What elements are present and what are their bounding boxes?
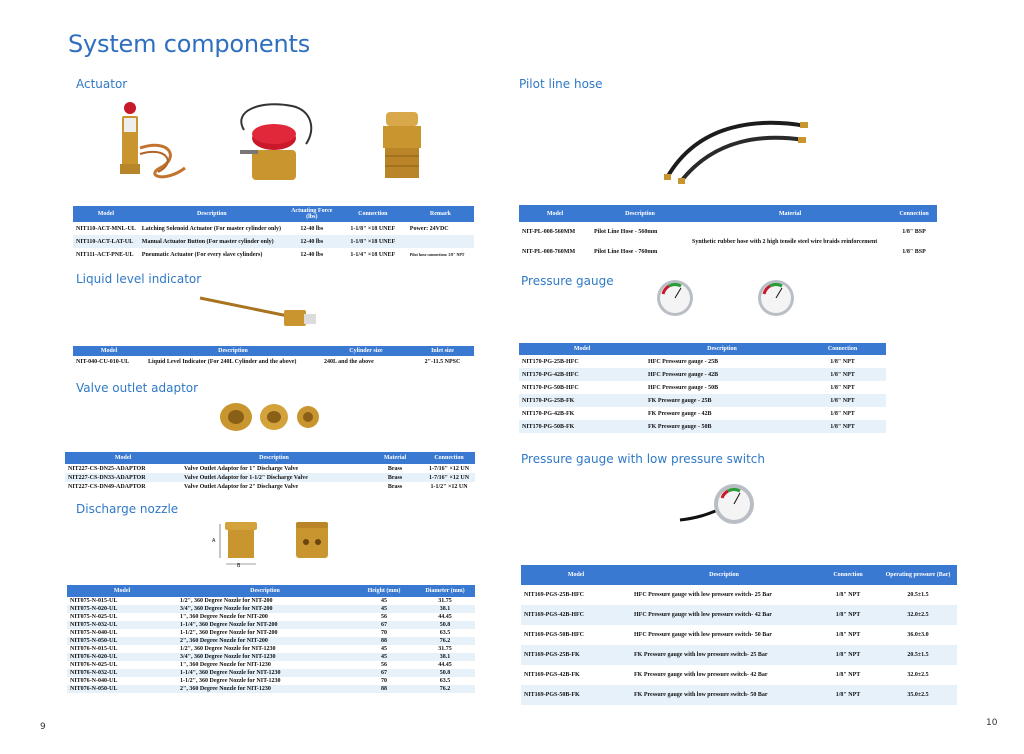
table-cell: 1-1/4", 360 Degree Nozzle for NIT-200 [177, 621, 353, 629]
table-cell: 67 [353, 621, 415, 629]
table-cell: NIT075-N-040-UL [67, 629, 177, 637]
table-cell: NIT169-PGS-25B-FK [521, 645, 631, 665]
table-header: Height (mm) [353, 585, 415, 597]
pilot-hose-section-title: Pilot line hose [519, 77, 603, 91]
table-cell: 38.1 [415, 653, 475, 661]
table-cell: 2", 360 Degree Nozzle for NIT-200 [177, 637, 353, 645]
table-cell: 1/8" NPT [817, 605, 879, 625]
liquid-level-indicator-image [198, 290, 328, 338]
table-row [519, 407, 886, 420]
discharge-nozzle-section-title: Discharge nozzle [76, 502, 179, 516]
table-row [521, 685, 957, 705]
dimension-a-label: A [212, 538, 216, 544]
table-header: Description [181, 452, 367, 464]
table-cell: 1/8" NPT [817, 585, 879, 605]
table-cell: Valve Outlet Adaptor for 1-1/2" Discharge Valve [181, 473, 367, 482]
liquid-level-table [73, 346, 474, 368]
table-cell: 88 [353, 685, 415, 693]
table-cell: NIT169-PGS-50B-HFC [521, 625, 631, 645]
manual-actuator-image [232, 100, 322, 190]
table-cell: 67 [353, 669, 415, 677]
table-cell: 1-7/16" ×12 UN [423, 464, 475, 473]
pressure-gauge-image-2 [756, 276, 796, 324]
table-cell: NIT075-N-020-UL [67, 605, 177, 613]
table-cell: 2"-11.5 NPSC [411, 356, 474, 368]
discharge-nozzle-table [67, 585, 475, 693]
solenoid-actuator-image [100, 98, 195, 193]
table-row [519, 355, 886, 368]
table-cell: HFC Pressure gauge with low pressure switch- 42 Bar [631, 605, 817, 625]
table-cell: FK Pressure gauge with low pressure switch- 25 Bar [631, 645, 817, 665]
table-cell: NIT227-CS-DN25-ADAPTOR [65, 464, 181, 473]
table-cell: Liquid Level Indicator (For 240L Cylinder and the above) [145, 356, 321, 368]
table-cell: 1/8" NPT [817, 665, 879, 685]
table-cell: NIT075-N-025-UL [67, 613, 177, 621]
table-cell: 31.75 [415, 645, 475, 653]
pressure-switch-gauge-image [678, 480, 758, 530]
table-cell: 12-40 lbs [285, 235, 339, 248]
table-cell: NIT170-PG-50B-HFC [519, 381, 645, 394]
table-cell: 76.2 [415, 637, 475, 645]
table-cell: 32.0±2.5 [879, 665, 957, 685]
table-cell: 1/2", 360 Degree Nozzle for NIT-200 [177, 597, 353, 605]
page-number-right: 10 [986, 718, 998, 728]
table-row [65, 473, 475, 482]
table-row [519, 394, 886, 407]
pressure-gauge-section-title: Pressure gauge [521, 274, 614, 288]
table-cell: 1/8" BSP [891, 222, 937, 242]
table-cell: 63.5 [415, 629, 475, 637]
table-cell: 44.45 [415, 613, 475, 621]
table-cell: 1-7/16" ×12 UN [423, 473, 475, 482]
table-row [521, 585, 957, 605]
table-cell: 45 [353, 653, 415, 661]
table-cell: 3/4", 360 Degree Nozzle for NIT-200 [177, 605, 353, 613]
table-cell: NIT-040-CU-010-UL [73, 356, 145, 368]
table-row [519, 368, 886, 381]
actuator-table [73, 206, 474, 261]
table-header: Model [519, 343, 645, 355]
table-cell: NIT075-N-050-UL [67, 637, 177, 645]
table-row [73, 248, 474, 261]
table-cell: 1/8" NPT [799, 420, 886, 433]
table-cell: 56 [353, 613, 415, 621]
pneumatic-actuator-image [378, 106, 428, 186]
table-cell: Brass [367, 473, 423, 482]
table-cell: NIT076-N-020-UL [67, 653, 177, 661]
table-header: Model [67, 585, 177, 597]
table-cell: 35.0±2.5 [879, 685, 957, 705]
table-cell: NIT075-N-032-UL [67, 621, 177, 629]
table-cell: 70 [353, 677, 415, 685]
table-cell: HFC Presssure gauge - 50B [645, 381, 799, 394]
table-cell: NIT-PL-008-760MM [519, 242, 591, 262]
table-row [519, 420, 886, 433]
pressure-switch-section-title: Pressure gauge with low pressure switch [521, 452, 765, 466]
table-cell: NIT170-PG-50B-FK [519, 420, 645, 433]
table-header: Description [645, 343, 799, 355]
table-cell: NIT227-CS-DN49-ADAPTOR [65, 482, 181, 491]
table-cell: NIT076-N-040-UL [67, 677, 177, 685]
actuator-section-title: Actuator [76, 77, 128, 91]
table-cell: 1/8" NPT [799, 407, 886, 420]
table-cell: 1/2", 360 Degree Nozzle for NIT-1230 [177, 645, 353, 653]
table-header: Model [73, 346, 145, 356]
table-cell: 32.0±2.5 [879, 605, 957, 625]
table-cell: 1-1/2" ×12 UN [423, 482, 475, 491]
table-header: Model [73, 206, 139, 222]
table-row [67, 613, 475, 621]
table-cell: Synthetic rubber hose with 2 high tensile steel wire braids reinforcement [689, 222, 891, 262]
table-cell: NIT169-PGS-50B-FK [521, 685, 631, 705]
table-cell: 20.5±1.5 [879, 585, 957, 605]
table-cell: Latching Solenoid Actuator (For master cylinder only) [139, 222, 285, 235]
table-cell: 1-1/2", 360 Degree Nozzle for NIT-1230 [177, 677, 353, 685]
table-cell: FK Pressure gauge - 42B [645, 407, 799, 420]
table-cell: 76.2 [415, 685, 475, 693]
table-cell: Manual Actuator Button (For master cylinder only) [139, 235, 285, 248]
table-cell: 240L and the above [321, 356, 411, 368]
table-cell: 1/8" NPT [799, 394, 886, 407]
table-cell: NIT169-PGS-42B-HFC [521, 605, 631, 625]
table-header: Description [177, 585, 353, 597]
table-cell: HFC Pressure gauge with low pressure switch- 25 Bar [631, 585, 817, 605]
dimension-b-label: B [237, 563, 241, 569]
table-header: Connection [891, 205, 937, 222]
table-cell: Brass [367, 482, 423, 491]
table-row [519, 381, 886, 394]
table-row [73, 222, 474, 235]
table-cell: 1", 360 Degree Nozzle for NIT-1230 [177, 661, 353, 669]
table-row [519, 222, 937, 242]
valve-outlet-adaptor-image [218, 400, 326, 434]
table-header: Inlet size [411, 346, 474, 356]
table-cell: 1/8" NPT [817, 685, 879, 705]
table-cell: Brass [367, 464, 423, 473]
table-cell: HFC Presssure gauge - 25B [645, 355, 799, 368]
pilot-hose-table [519, 205, 937, 262]
discharge-nozzle-image [208, 518, 348, 570]
table-cell: 56 [353, 661, 415, 669]
table-row [67, 685, 475, 693]
table-cell: Valve Outlet Adaptor for 1" Discharge Valve [181, 464, 367, 473]
table-header: Model [521, 565, 631, 585]
table-row [67, 645, 475, 653]
table-cell: 31.75 [415, 597, 475, 605]
table-cell: 45 [353, 605, 415, 613]
pressure-switch-table [521, 565, 957, 705]
table-header: Connection [799, 343, 886, 355]
table-cell: NIT169-PGS-25B-HFC [521, 585, 631, 605]
table-cell: 1/8" BSP [891, 242, 937, 262]
table-header: Diameter (mm) [415, 585, 475, 597]
table-row [67, 669, 475, 677]
table-cell: 1", 360 Degree Nozzle for NIT-200 [177, 613, 353, 621]
table-row [67, 621, 475, 629]
table-cell: NIT169-PGS-42B-FK [521, 665, 631, 685]
table-cell: 38.1 [415, 605, 475, 613]
table-cell: Pilot Line Hose - 760mm [591, 242, 689, 262]
table-cell: NIT110-ACT-LAT-UL [73, 235, 139, 248]
valve-outlet-section-title: Valve outlet adaptor [76, 381, 199, 395]
table-cell: NIT-PL-008-560MM [519, 222, 591, 242]
table-cell: 50.8 [415, 621, 475, 629]
table-header: Model [65, 452, 181, 464]
table-row [521, 625, 957, 645]
table-header: Remark [407, 206, 474, 222]
table-cell: 1/8" NPT [817, 625, 879, 645]
table-cell: NIT170-PG-25B-HFC [519, 355, 645, 368]
table-cell: 1/8" NPT [799, 368, 886, 381]
table-cell: FK Pressure gauge - 50B [645, 420, 799, 433]
table-row [73, 356, 474, 368]
table-cell: NIT170-PG-42B-FK [519, 407, 645, 420]
table-cell: 70 [353, 629, 415, 637]
table-header: Description [145, 346, 321, 356]
table-row [67, 605, 475, 613]
table-cell: HFC Presssure gauge - 42B [645, 368, 799, 381]
table-cell: 45 [353, 597, 415, 605]
table-row [521, 605, 957, 625]
table-cell: 1-1/4", 360 Degree Nozzle for NIT-1230 [177, 669, 353, 677]
table-row [67, 597, 475, 605]
table-header: Connection [817, 565, 879, 585]
table-row [521, 645, 957, 665]
table-cell: Valve Outlet Adaptor for 2" Discharge Valve [181, 482, 367, 491]
liquid-level-section-title: Liquid level indicator [76, 272, 202, 286]
table-row [67, 629, 475, 637]
table-header: Material [689, 205, 891, 222]
table-cell: 36.0±3.0 [879, 625, 957, 645]
table-cell: 20.5±1.5 [879, 645, 957, 665]
table-row [521, 665, 957, 685]
table-row [67, 677, 475, 685]
table-cell: HFC Pressure gauge with low pressure switch- 50 Bar [631, 625, 817, 645]
valve-outlet-table [65, 452, 475, 491]
table-cell: NIT110-ACT-MNL-UL [73, 222, 139, 235]
table-row [73, 235, 474, 248]
table-cell: 3/4", 360 Degree Nozzle for NIT-1230 [177, 653, 353, 661]
table-cell: NIT076-N-015-UL [67, 645, 177, 653]
table-header: Description [139, 206, 285, 222]
pressure-gauge-table [519, 343, 886, 433]
table-row [65, 482, 475, 491]
table-cell: NIT076-N-032-UL [67, 669, 177, 677]
table-row [65, 464, 475, 473]
table-header: Actuating Force (lbs) [285, 206, 339, 222]
table-cell: 12-40 lbs [285, 248, 339, 261]
table-cell: 1-1/8" ×18 UNEF [339, 235, 407, 248]
table-cell: 1/8" NPT [817, 645, 879, 665]
table-header: Connection [339, 206, 407, 222]
table-cell: NIT227-CS-DN33-ADAPTOR [65, 473, 181, 482]
table-cell: 44.45 [415, 661, 475, 669]
table-cell: 1-1/4" ×18 UNEF [339, 248, 407, 261]
page-number-left: 9 [40, 722, 46, 732]
table-cell: FK Pressure gauge - 25B [645, 394, 799, 407]
table-cell: 1-1/2", 360 Degree Nozzle for NIT-200 [177, 629, 353, 637]
table-cell: 1/8" NPT [799, 355, 886, 368]
table-cell: NIT076-N-025-UL [67, 661, 177, 669]
table-cell: 12-40 lbs [285, 222, 339, 235]
table-header: Material [367, 452, 423, 464]
table-cell: Pilot Line Hose - 560mm [591, 222, 689, 242]
pilot-hose-image [660, 112, 810, 184]
table-cell: NIT170-PG-42B-HFC [519, 368, 645, 381]
table-header: Description [591, 205, 689, 222]
table-cell: 50.8 [415, 669, 475, 677]
table-cell: NIT076-N-050-UL [67, 685, 177, 693]
table-cell: Pneumatic Actuator (For every slave cylinders) [139, 248, 285, 261]
table-cell: NIT075-N-015-UL [67, 597, 177, 605]
table-header: Model [519, 205, 591, 222]
table-header: Description [631, 565, 817, 585]
table-cell [407, 235, 474, 248]
table-cell: Power: 24VDC [407, 222, 474, 235]
table-header: Connection [423, 452, 475, 464]
table-cell: NIT170-PG-25B-FK [519, 394, 645, 407]
table-header: Operating pressure (Bar) [879, 565, 957, 585]
table-cell: NIT111-ACT-PNE-UL [73, 248, 139, 261]
table-cell: Pilot hose connection: 1/8" NPT [407, 248, 474, 261]
page-title: System components [68, 30, 311, 58]
table-row [67, 653, 475, 661]
table-cell: 1-1/8" ×18 UNEF [339, 222, 407, 235]
table-cell: 2", 360 Degree Nozzle for NIT-1230 [177, 685, 353, 693]
table-cell: FK Pressure gauge with low pressure switch- 50 Bar [631, 685, 817, 705]
table-cell: 63.5 [415, 677, 475, 685]
pressure-gauge-image-1 [655, 276, 695, 324]
table-row [67, 637, 475, 645]
table-header: Cylinder size [321, 346, 411, 356]
table-row [67, 661, 475, 669]
table-cell: 88 [353, 637, 415, 645]
table-cell: 1/8" NPT [799, 381, 886, 394]
table-cell: FK Pressure gauge with low pressure switch- 42 Bar [631, 665, 817, 685]
table-cell: 45 [353, 645, 415, 653]
